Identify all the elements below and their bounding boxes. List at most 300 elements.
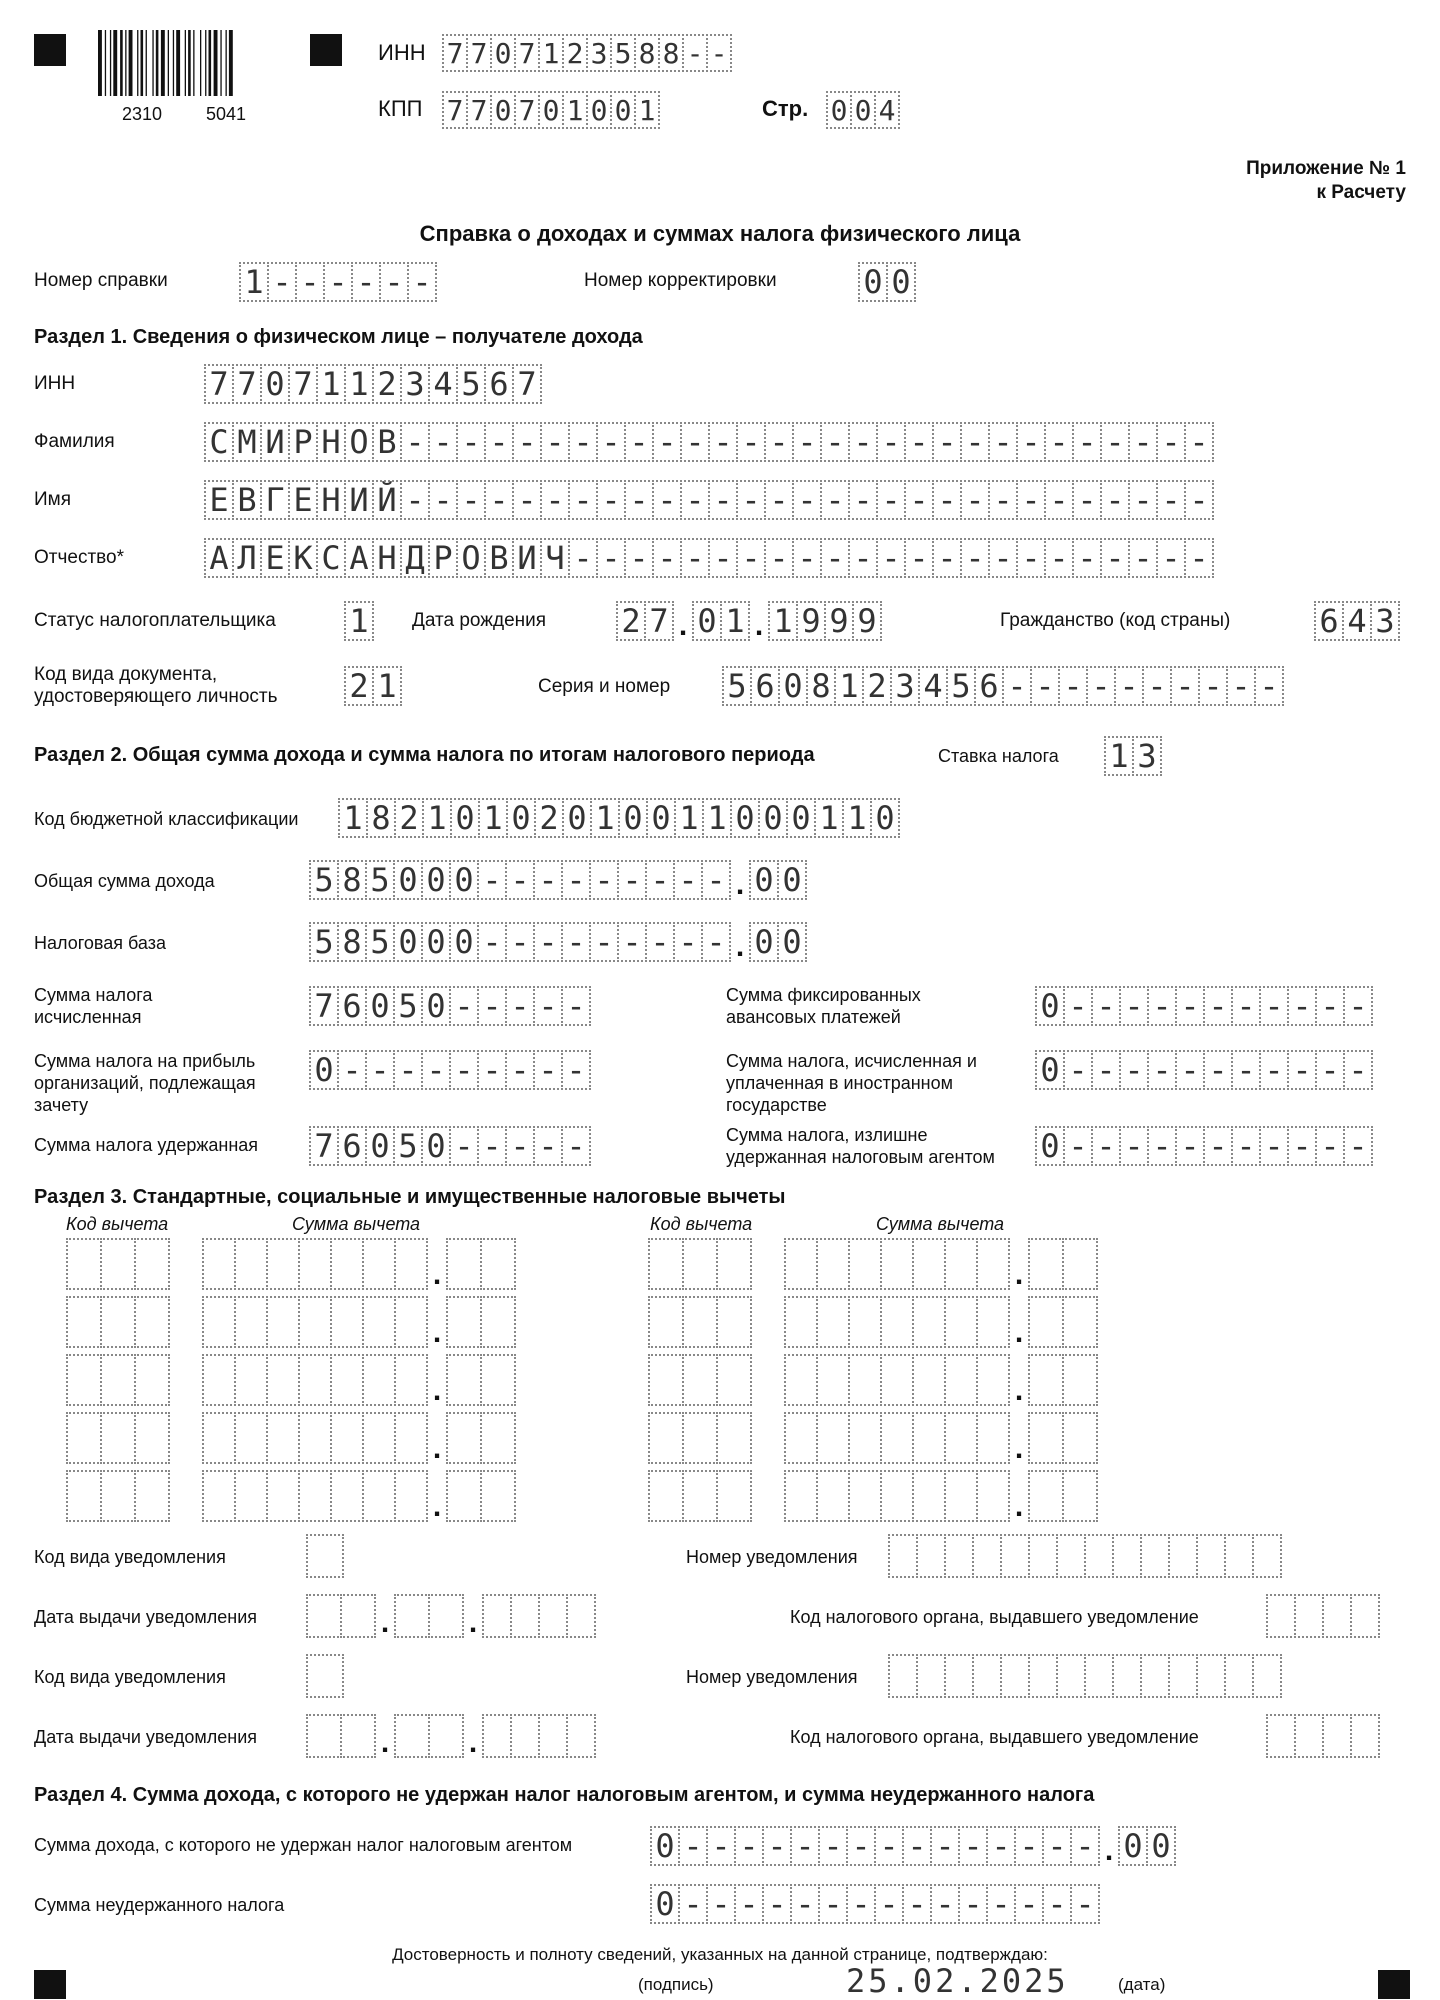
char-cell <box>716 1470 752 1522</box>
char-cell <box>784 1296 818 1348</box>
notif-number-cells-1[interactable] <box>888 1534 1282 1578</box>
char-cell: - <box>505 1126 535 1166</box>
char-cell <box>716 1412 752 1464</box>
char-cell <box>482 1594 512 1638</box>
char-cell <box>912 1296 946 1348</box>
notif-type-label-2: Код вида уведомления <box>34 1667 226 1687</box>
deduction-row[interactable] <box>648 1238 1098 1290</box>
char-cell: Н <box>372 538 402 578</box>
deduction-sum-frac-cells[interactable] <box>446 1412 516 1464</box>
char-cell: Н <box>316 480 346 520</box>
char-cell <box>266 1354 300 1406</box>
char-cell: 0 <box>365 986 395 1026</box>
char-cell <box>266 1470 300 1522</box>
char-cell: - <box>1343 986 1373 1026</box>
char-cell: - <box>1072 538 1102 578</box>
char-cell: - <box>1156 480 1186 520</box>
char-cell: 1 <box>842 798 872 838</box>
char-cell: 5 <box>309 860 339 900</box>
profit-tax-label-1: Сумма налога на прибыль <box>34 1051 256 1071</box>
char-cell: 1 <box>814 798 844 838</box>
char-cell: 0 <box>650 1884 680 1924</box>
char-cell: 7 <box>232 364 262 404</box>
deduction-code-cells[interactable] <box>648 1470 752 1522</box>
spacer <box>752 1412 784 1464</box>
char-cell: - <box>673 922 703 962</box>
series-number-label: Серия и номер <box>538 676 671 697</box>
date-label: (дата) <box>1118 1975 1166 1994</box>
char-cell: - <box>708 538 738 578</box>
char-cell: 7 <box>288 364 318 404</box>
tax-base-group <box>309 922 807 962</box>
confirmation-text: Достоверность и полноту сведений, указанных на данной странице, подтверждаю: <box>392 1945 1048 1964</box>
deduction-sum-frac-cells[interactable] <box>446 1470 516 1522</box>
char-cell: 0 <box>786 798 816 838</box>
deduction-row[interactable] <box>66 1296 516 1348</box>
decimal-point: . <box>432 1374 442 1407</box>
tax-rate-label: Ставка налога <box>938 746 1059 766</box>
char-cell: - <box>988 422 1018 462</box>
char-cell: 7 <box>442 91 468 129</box>
barcode-bar <box>214 30 218 96</box>
barcode-bar <box>113 30 117 96</box>
char-cell: - <box>617 922 647 962</box>
char-cell <box>880 1470 914 1522</box>
deduction-sum-header-right: Сумма вычета <box>876 1214 1005 1234</box>
profit-tax-label-2: организаций, подлежащая <box>34 1073 256 1093</box>
char-cell: - <box>456 422 486 462</box>
char-cell: - <box>736 422 766 462</box>
char-cell <box>682 1354 718 1406</box>
header-kpp-label: КПП <box>378 96 423 121</box>
char-cell: - <box>1203 1050 1233 1090</box>
char-cell <box>880 1354 914 1406</box>
char-cell: - <box>1119 1050 1149 1090</box>
char-cell <box>394 1594 430 1638</box>
char-cell: - <box>1231 986 1261 1026</box>
char-cell: - <box>1170 666 1200 706</box>
deduction-code-cells[interactable] <box>66 1354 170 1406</box>
char-cell: - <box>561 1126 591 1166</box>
char-cell <box>648 1412 684 1464</box>
birth-date-group <box>616 601 882 641</box>
char-cell: - <box>734 1826 764 1866</box>
char-cell: Р <box>428 538 458 578</box>
char-cell: - <box>764 422 794 462</box>
section-1-title: Раздел 1. Сведения о физическом лице – получателе дохода <box>34 326 643 348</box>
char-cell: - <box>1070 1826 1100 1866</box>
char-cell: - <box>1002 666 1032 706</box>
char-cell: Ч <box>540 538 570 578</box>
char-cell: - <box>1072 480 1102 520</box>
char-cell: - <box>1030 666 1060 706</box>
deduction-sum-frac-cells[interactable] <box>446 1296 516 1348</box>
deduction-sum-frac-cells[interactable] <box>446 1354 516 1406</box>
deduction-sum-int-cells[interactable] <box>784 1412 1010 1464</box>
char-cell: - <box>505 860 535 900</box>
char-cell: - <box>1016 538 1046 578</box>
total-income-group <box>309 860 807 900</box>
char-cell <box>1056 1534 1086 1578</box>
correction-number-label: Номер корректировки <box>584 270 777 291</box>
char-cell: 0 <box>260 364 290 404</box>
decimal-point: . <box>432 1490 442 1523</box>
char-cell <box>234 1238 268 1290</box>
char-cell <box>266 1412 300 1464</box>
foreign-tax-label <box>726 1050 977 1116</box>
char-cell <box>848 1412 882 1464</box>
char-cell: - <box>960 480 990 520</box>
barcode-bar <box>110 30 111 96</box>
char-cell: - <box>1042 1826 1072 1866</box>
deduction-row[interactable] <box>648 1412 1098 1464</box>
char-cell: - <box>477 1126 507 1166</box>
notif-type-cells-1[interactable] <box>306 1534 344 1578</box>
char-cell <box>234 1354 268 1406</box>
deduction-code-cells[interactable] <box>648 1412 752 1464</box>
deduction-row[interactable] <box>66 1238 516 1290</box>
barcode-bar <box>137 30 138 96</box>
citizenship-cells <box>1314 601 1400 641</box>
char-cell <box>100 1354 136 1406</box>
char-cell: - <box>678 1884 708 1924</box>
char-cell: - <box>533 986 563 1026</box>
deduction-code-cells[interactable] <box>66 1296 170 1348</box>
char-cell: - <box>1147 1126 1177 1166</box>
char-cell: 0 <box>1035 1126 1065 1166</box>
deduction-row[interactable] <box>648 1354 1098 1406</box>
char-cell: - <box>561 1050 591 1090</box>
deduction-sum-int-cells[interactable] <box>784 1470 1010 1522</box>
char-cell: - <box>701 922 731 962</box>
char-cell: 0 <box>1118 1826 1148 1866</box>
deduction-row[interactable] <box>66 1412 516 1464</box>
char-cell <box>848 1470 882 1522</box>
char-cell: 0 <box>1035 1050 1065 1090</box>
char-cell <box>816 1238 850 1290</box>
kbk-label: Код бюджетной классификации <box>34 809 299 829</box>
char-cell: 0 <box>562 798 592 838</box>
deduction-sum-int-cells[interactable] <box>202 1354 428 1406</box>
char-cell: 1 <box>634 91 660 129</box>
char-cell: - <box>1042 1884 1072 1924</box>
char-cell: 1 <box>702 798 732 838</box>
deduction-sum-frac-cells[interactable] <box>1028 1354 1098 1406</box>
char-cell: - <box>1044 480 1074 520</box>
withheld-tax-label: Сумма налога удержанная <box>34 1135 259 1155</box>
deduction-code-cells[interactable] <box>66 1412 170 1464</box>
notif-org-cells-1[interactable] <box>1266 1594 1380 1638</box>
deduction-row[interactable] <box>648 1470 1098 1522</box>
char-cell: 1 <box>562 91 588 129</box>
deduction-sum-frac-cells[interactable] <box>446 1238 516 1290</box>
char-cell: - <box>820 538 850 578</box>
char-cell: - <box>1016 422 1046 462</box>
char-cell: - <box>1156 538 1186 578</box>
char-cell: - <box>1198 666 1228 706</box>
notif-date-group-1[interactable] <box>306 1594 596 1638</box>
char-cell: - <box>1091 986 1121 1026</box>
char-cell: - <box>589 860 619 900</box>
char-cell: - <box>617 860 647 900</box>
char-cell <box>446 1412 482 1464</box>
char-cell <box>362 1238 396 1290</box>
char-cell: - <box>876 480 906 520</box>
notif-type-label-1: Код вида уведомления <box>34 1547 226 1567</box>
decimal-point: . <box>1014 1258 1024 1291</box>
char-cell: - <box>986 1884 1016 1924</box>
char-cell: - <box>762 1884 792 1924</box>
calc-tax-label <box>34 984 152 1028</box>
char-cell: - <box>762 1826 792 1866</box>
char-cell <box>1062 1470 1098 1522</box>
char-cell <box>362 1470 396 1522</box>
deduction-sum-frac-cells[interactable] <box>1028 1470 1098 1522</box>
notif-day-cells[interactable] <box>306 1714 376 1758</box>
deduction-row[interactable] <box>66 1354 516 1406</box>
deduction-sum-int-cells[interactable] <box>784 1354 1010 1406</box>
profit-tax-label <box>34 1050 256 1116</box>
char-cell: - <box>958 1826 988 1866</box>
char-cell: - <box>1147 1050 1177 1090</box>
notif-month-cells[interactable] <box>394 1714 464 1758</box>
char-cell <box>1294 1714 1324 1758</box>
char-cell: - <box>818 1884 848 1924</box>
char-cell: - <box>561 860 591 900</box>
char-cell <box>202 1296 236 1348</box>
deduction-sum-int-cells[interactable] <box>784 1296 1010 1348</box>
char-cell: С <box>316 538 346 578</box>
char-cell <box>1168 1654 1198 1698</box>
char-cell <box>1252 1534 1282 1578</box>
char-cell <box>944 1470 978 1522</box>
notif-year-cells[interactable] <box>482 1594 596 1638</box>
appendix-line-2: к Расчету <box>1316 182 1406 203</box>
doc-code-label-2: удостоверяющего личность <box>34 686 278 707</box>
char-cell: - <box>477 922 507 962</box>
char-cell: - <box>1119 1126 1149 1166</box>
decimal-point: . <box>432 1432 442 1465</box>
notif-org-cells-2[interactable] <box>1266 1714 1380 1758</box>
char-cell: 0 <box>618 798 648 838</box>
date-separator: . <box>754 609 764 642</box>
char-cell <box>266 1238 300 1290</box>
char-cell <box>330 1470 364 1522</box>
char-cell <box>1062 1296 1098 1348</box>
foreign-tax-cells <box>1035 1050 1373 1090</box>
char-cell: - <box>734 1884 764 1924</box>
char-cell: В <box>484 538 514 578</box>
char-cell: Р <box>288 422 318 462</box>
deduction-sum-frac-cells[interactable] <box>1028 1296 1098 1348</box>
char-cell: - <box>484 422 514 462</box>
char-cell <box>944 1354 978 1406</box>
char-cell <box>446 1470 482 1522</box>
decimal-point: . <box>432 1258 442 1291</box>
kbk-cells <box>338 798 900 838</box>
document-title: Справка о доходах и суммах налога физического лица <box>419 221 1021 246</box>
char-cell: 0 <box>309 1050 339 1090</box>
char-cell <box>66 1354 102 1406</box>
char-cell: - <box>365 1050 395 1090</box>
fixed-advances-label <box>726 984 921 1028</box>
birth-date-label: Дата рождения <box>412 610 547 631</box>
char-cell <box>1028 1238 1064 1290</box>
section-4-title: Раздел 4. Сумма дохода, с которого не удержан налог налоговым агентом, и сумма неудержанного налога <box>34 1784 1095 1806</box>
char-cell: - <box>379 262 409 302</box>
deduction-code-cells[interactable] <box>66 1238 170 1290</box>
deduction-sum-frac-cells[interactable] <box>1028 1412 1098 1464</box>
char-cell <box>134 1238 170 1290</box>
char-cell: - <box>533 1126 563 1166</box>
char-cell <box>1056 1654 1086 1698</box>
char-cell: - <box>1058 666 1088 706</box>
char-cell <box>848 1354 882 1406</box>
char-cell: - <box>624 422 654 462</box>
char-cell <box>1196 1534 1226 1578</box>
char-cell <box>716 1296 752 1348</box>
char-cell: - <box>1203 1126 1233 1166</box>
deduction-row[interactable] <box>648 1296 1098 1348</box>
char-cell: - <box>540 480 570 520</box>
char-cell: - <box>652 538 682 578</box>
char-cell: 0 <box>777 922 807 962</box>
char-cell: - <box>596 480 626 520</box>
char-cell <box>202 1238 236 1290</box>
char-cell: 0 <box>365 1126 395 1166</box>
char-cell <box>1062 1354 1098 1406</box>
char-cell: - <box>790 1826 820 1866</box>
notif-type-cells-2[interactable] <box>306 1654 344 1698</box>
char-cell: - <box>624 538 654 578</box>
char-cell: В <box>232 480 262 520</box>
char-cell <box>566 1594 596 1638</box>
decimal-point: . <box>735 930 745 963</box>
char-cell <box>1028 1534 1058 1578</box>
char-cell <box>1294 1594 1324 1638</box>
char-cell: - <box>678 1826 708 1866</box>
char-cell <box>944 1412 978 1464</box>
char-cell <box>306 1594 342 1638</box>
char-cell: 1 <box>674 798 704 838</box>
char-cell: 0 <box>421 860 451 900</box>
char-cell <box>784 1412 818 1464</box>
char-cell <box>682 1238 718 1290</box>
char-cell <box>648 1296 684 1348</box>
char-cell: 0 <box>586 91 612 129</box>
char-cell <box>1084 1534 1114 1578</box>
char-cell: 0 <box>1035 986 1065 1026</box>
spacer <box>752 1238 784 1290</box>
deduction-sum-int-cells[interactable] <box>784 1238 1010 1290</box>
char-cell <box>66 1412 102 1464</box>
char-cell: 0 <box>870 798 900 838</box>
deduction-row[interactable] <box>66 1470 516 1522</box>
char-cell: - <box>1226 666 1256 706</box>
char-cell: - <box>701 860 731 900</box>
date-separator: . <box>468 1606 478 1639</box>
char-cell: - <box>1016 480 1046 520</box>
deduction-sum-int-cells[interactable] <box>202 1296 428 1348</box>
char-cell <box>816 1354 850 1406</box>
char-cell: - <box>589 922 619 962</box>
notif-month-cells[interactable] <box>394 1594 464 1638</box>
char-cell <box>538 1594 568 1638</box>
notif-day-cells[interactable] <box>306 1594 376 1638</box>
deduction-code-cells[interactable] <box>66 1470 170 1522</box>
char-cell: - <box>792 422 822 462</box>
char-cell: - <box>267 262 297 302</box>
deduction-code-cells[interactable] <box>648 1296 752 1348</box>
char-cell: 4 <box>874 91 900 129</box>
status-cells <box>344 601 374 641</box>
char-cell: - <box>930 1826 960 1866</box>
spacer <box>170 1354 202 1406</box>
char-cell: - <box>764 538 794 578</box>
char-cell: Н <box>316 422 346 462</box>
char-cell: - <box>596 422 626 462</box>
char-cell <box>306 1714 342 1758</box>
char-cell <box>202 1354 236 1406</box>
char-cell: 1 <box>316 364 346 404</box>
deduction-sum-frac-cells[interactable] <box>1028 1238 1098 1290</box>
char-cell <box>784 1238 818 1290</box>
char-cell: - <box>1072 422 1102 462</box>
notif-number-cells-2[interactable] <box>888 1654 1282 1698</box>
char-cell: - <box>1044 538 1074 578</box>
char-cell <box>538 1714 568 1758</box>
char-cell <box>1196 1654 1226 1698</box>
char-cell <box>944 1238 978 1290</box>
deduction-sum-int-cells[interactable] <box>202 1470 428 1522</box>
char-cell: - <box>736 480 766 520</box>
char-cell: 9 <box>824 601 854 641</box>
char-cell: - <box>1315 1050 1345 1090</box>
char-cell: - <box>1100 480 1130 520</box>
char-cell: - <box>932 480 962 520</box>
char-cell: - <box>1231 1050 1261 1090</box>
char-cell <box>330 1412 364 1464</box>
char-cell: - <box>1315 1126 1345 1166</box>
char-cell: 7 <box>512 364 542 404</box>
deduction-sum-int-cells[interactable] <box>202 1412 428 1464</box>
deduction-sum-int-cells[interactable] <box>202 1238 428 1290</box>
char-cell: - <box>1014 1884 1044 1924</box>
char-cell: 0 <box>490 34 516 72</box>
barcode-bar <box>141 30 144 96</box>
deduction-code-cells[interactable] <box>648 1238 752 1290</box>
tax-base-label: Налоговая база <box>34 933 166 953</box>
char-cell <box>912 1470 946 1522</box>
notif-date-group-2[interactable] <box>306 1714 596 1758</box>
char-cell: - <box>533 1050 563 1090</box>
calc-tax-label-2: исчисленная <box>34 1007 142 1027</box>
total-income-int-cells <box>309 860 731 900</box>
unwithheld-income-int-cells <box>650 1826 1100 1866</box>
deduction-code-cells[interactable] <box>648 1354 752 1406</box>
barcode-bar <box>168 30 169 96</box>
char-cell: 2 <box>534 798 564 838</box>
char-cell: 5 <box>393 1126 423 1166</box>
char-cell: - <box>876 538 906 578</box>
char-cell <box>1028 1412 1064 1464</box>
notif-year-cells[interactable] <box>482 1714 596 1758</box>
char-cell <box>330 1296 364 1348</box>
char-cell <box>446 1354 482 1406</box>
char-cell: 2 <box>344 666 374 706</box>
char-cell: - <box>512 422 542 462</box>
deduction-sum-header-left: Сумма вычета <box>292 1214 421 1234</box>
